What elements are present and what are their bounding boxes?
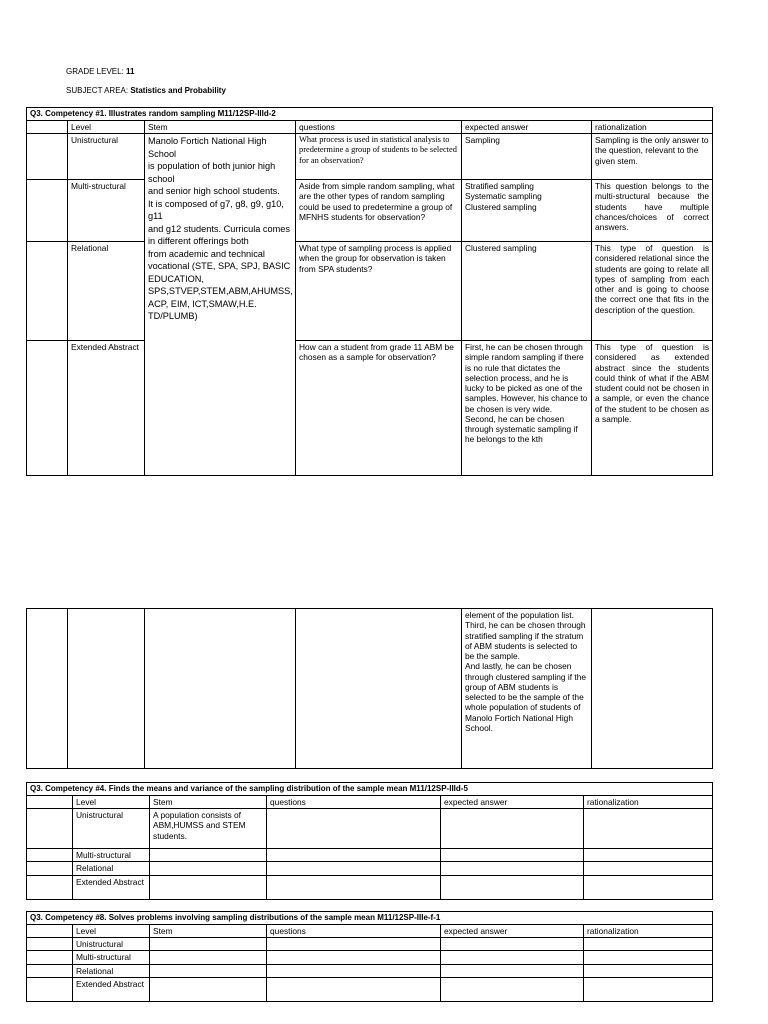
blank-cell (267, 809, 441, 849)
blank-cell (267, 951, 441, 964)
rationalization-multi-structural: This question belongs to the multi-structural because the students have multiple chances/choices of correct answers. (592, 180, 713, 242)
col-header-expected-answer: expected answer (441, 795, 584, 808)
col-header-stem: Stem (145, 120, 296, 133)
level-extended-abstract: Extended Abstract (73, 977, 150, 1001)
blank-cell (27, 120, 68, 133)
level-unistructural: Unistructural (73, 809, 150, 849)
blank-cell (27, 924, 73, 937)
level-multi-structural: Multi-structural (73, 951, 150, 964)
blank-cell (27, 809, 73, 849)
question-multi-structural: Aside from simple random sampling, what are the other types of random sampling could be used to predetermine a group of MFNHS students for observation? (296, 180, 462, 242)
blank-cell (150, 977, 267, 1001)
blank-cell (441, 977, 584, 1001)
blank-cell (27, 977, 73, 1001)
blank-cell (27, 964, 73, 977)
col-header-questions: questions (267, 795, 441, 808)
level-extended-abstract: Extended Abstract (73, 875, 150, 899)
blank-cell (267, 875, 441, 899)
blank-cell (27, 795, 73, 808)
blank-cell (27, 875, 73, 899)
col-header-expected-answer: expected answer (462, 120, 592, 133)
blank-cell (584, 977, 713, 1001)
subject-area-label: SUBJECT AREA: (66, 86, 129, 95)
blank-cell (592, 609, 713, 769)
blank-cell (441, 849, 584, 862)
col-header-level: Level (73, 795, 150, 808)
answer-unistructural: Sampling (462, 134, 592, 180)
blank-cell (267, 977, 441, 1001)
competency-1-caption: Q3. Competency #1. Illustrates random sampling M11/12SP-IIId-2 (27, 108, 713, 121)
question-unistructural: What process is used in statistical analysis to predetermine a group of students to be selected for an observation? (296, 134, 462, 180)
blank-cell (150, 862, 267, 875)
level-relational: Relational (73, 862, 150, 875)
col-header-rationalization: rationalization (584, 924, 713, 937)
blank-cell (150, 964, 267, 977)
blank-cell (27, 951, 73, 964)
blank-cell (584, 875, 713, 899)
level-multi-structural: Multi-structural (73, 849, 150, 862)
answer-extended-abstract-continued: element of the population list. Third, he can be chosen through stratified sampling if the stratum of ABM students is selected to be the sample. And lastly, he can be chosen through clustered sampling if the group of ABM students is selected to be the sample of the whole population of students of Manolo Fortich National High School. (462, 609, 592, 769)
blank-cell (27, 609, 68, 769)
blank-cell (267, 964, 441, 977)
col-header-expected-answer: expected answer (441, 924, 584, 937)
answer-relational: Clustered sampling (462, 242, 592, 341)
subject-area-value: Statistics and Probability (130, 86, 226, 95)
blank-cell (296, 609, 462, 769)
col-header-rationalization: rationalization (584, 795, 713, 808)
col-header-questions: questions (267, 924, 441, 937)
rationalization-relational: This type of question is considered relational since the students are going to relate all types of sampling from each other and is going to choose the correct one that fits in the description of the question. (592, 242, 713, 341)
grade-level-value: 11 (126, 67, 135, 76)
level-relational: Relational (73, 964, 150, 977)
competency-8-caption: Q3. Competency #8. Solves problems involving sampling distributions of the sample mean M11/12SP-IIIe-f-1 (27, 912, 713, 925)
level-multi-structural: Multi-structural (68, 180, 145, 242)
blank-cell (27, 341, 68, 476)
blank-cell (27, 242, 68, 341)
blank-cell (584, 862, 713, 875)
blank-cell (27, 180, 68, 242)
blank-cell (441, 938, 584, 951)
stem-cell: Manolo Fortich National High School is population of both junior high school and senior high school students. It is composed of g7, g8, g9, g10, g11 and g12 students. Curricula comes in different offerings both from academic and technical vocational (STE, SPA, SPJ, BASIC EDUCATION, SPS,STVEP,STEM,ABM,AHUMSS, ACP, EIM, ICT,SMAW,H.E. TD/PLUMB) (145, 134, 296, 476)
col-header-rationalization: rationalization (592, 120, 713, 133)
competency-1-table (26, 107, 713, 476)
blank-cell (267, 862, 441, 875)
level-extended-abstract: Extended Abstract (68, 341, 145, 476)
level-unistructural: Unistructural (68, 134, 145, 180)
col-header-level: Level (73, 924, 150, 937)
blank-cell (441, 809, 584, 849)
competency-8-table (26, 911, 713, 1002)
stem-cell: A population consists of ABM,HUMSS and STEM students. (150, 809, 267, 849)
blank-cell (27, 134, 68, 180)
competency-1-continued-table (26, 608, 713, 769)
blank-cell (145, 609, 296, 769)
blank-cell (441, 964, 584, 977)
question-extended-abstract: How can a student from grade 11 ABM be chosen as a sample for observation? (296, 341, 462, 476)
answer-multi-structural: Stratified sampling Systematic sampling Clustered sampling (462, 180, 592, 242)
rationalization-extended-abstract: This type of question is considered as extended abstract since the students could think of what if the ABM student could not be chosen in a sample, or even the chance of the student to be chosen as a sample. (592, 341, 713, 476)
competency-4-caption: Q3. Competency #4. Finds the means and variance of the sampling distribution of the sample mean M11/12SP-IIId-5 (27, 783, 713, 796)
grade-level-line (66, 67, 135, 76)
rationalization-unistructural: Sampling is the only answer to the question, relevant to the given stem. (592, 134, 713, 180)
subject-area-line (66, 86, 226, 95)
grade-level-label: GRADE LEVEL: (66, 67, 124, 76)
blank-cell (267, 938, 441, 951)
level-relational: Relational (68, 242, 145, 341)
col-header-stem: Stem (150, 924, 267, 937)
question-relational: What type of sampling process is applied when the group for observation is taken from SPA students? (296, 242, 462, 341)
blank-cell (27, 849, 73, 862)
col-header-questions: questions (296, 120, 462, 133)
blank-cell (27, 862, 73, 875)
blank-cell (150, 875, 267, 899)
blank-cell (584, 809, 713, 849)
blank-cell (584, 849, 713, 862)
blank-cell (68, 609, 145, 769)
blank-cell (441, 951, 584, 964)
answer-extended-abstract: First, he can be chosen through simple random sampling if there is no rule that dictates the selection process, and he is lucky to be picked as one of the samples. However, his chance to be chosen is very wide. Second, he can be chosen through systematic sampling if he belongs to the kth (462, 341, 592, 476)
col-header-level: Level (68, 120, 145, 133)
blank-cell (150, 938, 267, 951)
blank-cell (267, 849, 441, 862)
blank-cell (150, 849, 267, 862)
blank-cell (441, 862, 584, 875)
blank-cell (584, 964, 713, 977)
level-unistructural: Unistructural (73, 938, 150, 951)
blank-cell (584, 938, 713, 951)
blank-cell (27, 938, 73, 951)
blank-cell (584, 951, 713, 964)
blank-cell (441, 875, 584, 899)
blank-cell (150, 951, 267, 964)
competency-4-table (26, 782, 713, 900)
col-header-stem: Stem (150, 795, 267, 808)
